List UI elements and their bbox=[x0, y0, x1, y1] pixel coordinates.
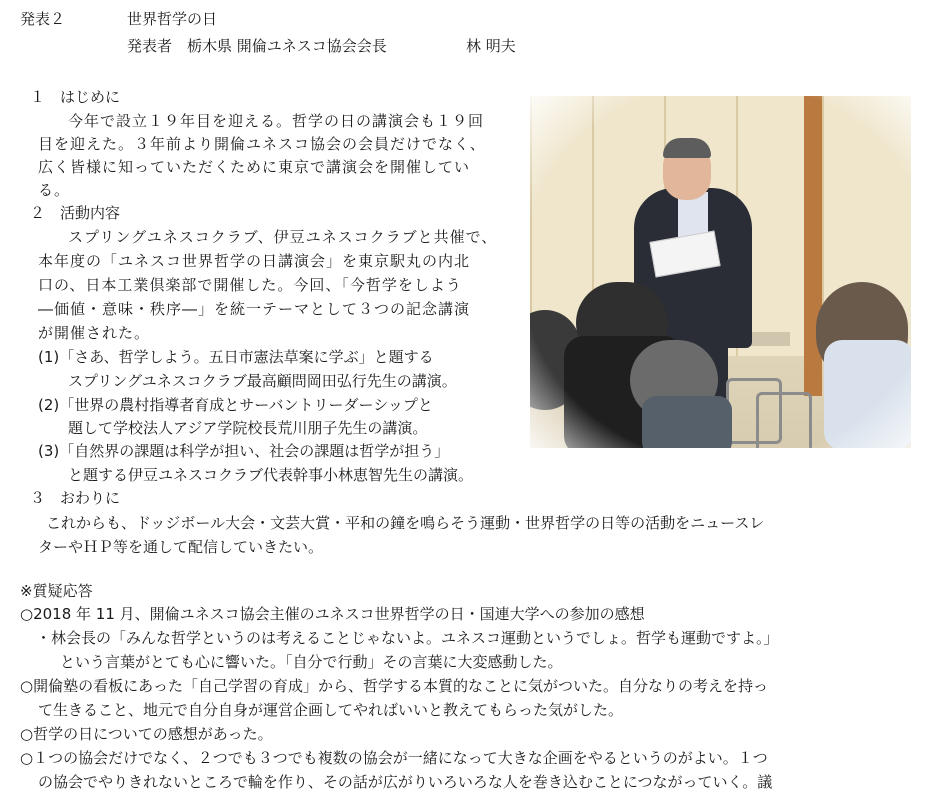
list-item-continuation: と題する伊豆ユネスコクラブ代表幹事小林恵智先生の講演。 bbox=[68, 466, 474, 484]
section-number: 発表２ bbox=[20, 10, 66, 28]
section1-heading: １ はじめに bbox=[30, 88, 121, 106]
text-line: る。 bbox=[38, 181, 71, 199]
qa-line: ・林会長の「みんな哲学というのは考えることじゃないよ。ユネスコ運動というでしょ。哲学も運動ですよ。」 bbox=[36, 629, 779, 647]
list-item-continuation: 題して学校法人アジア学院校長荒川朋子先生の講演。 bbox=[68, 419, 428, 437]
text-line: ターやＨＰ等を通して配信していきたい。 bbox=[38, 538, 324, 556]
text-line: 今年で設立１９年目を迎える。哲学の日の講演会も１９回 bbox=[68, 112, 485, 130]
text-line: これからも、ドッジボール大会・文芸大賞・平和の鐘を鳴らそう運動・世界哲学の日等の活動をニュースレ bbox=[46, 514, 765, 532]
text-line: 口の、日本工業倶楽部で開催した。今回、「今哲学をしよう bbox=[38, 276, 462, 294]
section3-heading: ３ おわりに bbox=[30, 489, 121, 507]
qa-line: の協会でやりきれないところで輪を作り、その話が広がりいろいろな人を巻き込むことにつながっていく。議 bbox=[38, 773, 773, 791]
chair bbox=[756, 392, 812, 448]
list-item: (3)「自然界の課題は科学が担い、社会の課題は哲学が担う」 bbox=[38, 442, 450, 460]
qa-line: ○哲学の日についての感想があった。 bbox=[20, 725, 273, 743]
qa-line: ○2018 年 11 月、開倫ユネスコ協会主催のユネスコ世界哲学の日・国連大学への参加の感想 bbox=[20, 605, 645, 623]
text-line: 広く皆様に知っていただくために東京で講演会を開催してい bbox=[38, 158, 471, 176]
list-item: (1)「さあ、哲学しよう。五日市憲法草案に学ぶ」と題する bbox=[38, 348, 434, 366]
list-item: (2)「世界の農村指導者育成とサーバントリーダーシップと bbox=[38, 396, 433, 414]
qa-line: ○１つの協会だけでなく、２つでも３つでも複数の協会が一緒になって大きな企画をやるというのがよい。１つ bbox=[20, 749, 768, 767]
qa-line: て生きること、地元で自分自身が運営企画してやればいいと教えてもらった気がした。 bbox=[38, 701, 624, 719]
lecture-photo bbox=[530, 96, 911, 448]
presenter-name: 林 明夫 bbox=[466, 37, 516, 55]
qa-line: という言葉がとても心に響いた。「自分で行動」その言葉に大変感動した。 bbox=[60, 653, 563, 671]
qa-line: ○開倫塾の看板にあった「自己学習の育成」から、哲学する本質的なことに気がついた。自分なりの考えを持っ bbox=[20, 677, 768, 695]
audience-member bbox=[642, 396, 732, 448]
text-line: 目を迎えた。３年前より開倫ユネスコ協会の会員だけでなく、 bbox=[38, 135, 486, 153]
text-line: スプリングユネスコクラブ、伊豆ユネスコクラブと共催で、 bbox=[68, 228, 498, 246]
presenter-line: 発表者 栃木県 開倫ユネスコ協会会長 bbox=[127, 37, 387, 55]
text-line: 本年度の「ユネスコ世界哲学の日講演会」を東京駅丸の内北 bbox=[38, 252, 471, 270]
text-line: が開催された。 bbox=[38, 324, 151, 342]
speaker-hair bbox=[663, 138, 711, 158]
audience-member bbox=[824, 340, 911, 448]
list-item-continuation: スプリングユネスコクラブ最高顧問岡田弘行先生の講演。 bbox=[68, 372, 457, 390]
page-title: 世界哲学の日 bbox=[127, 10, 218, 28]
text-line: ―価値・意味・秩序―」を統一テーマとして３つの記念講演 bbox=[38, 300, 471, 318]
qa-heading: ※質疑応答 bbox=[20, 582, 93, 600]
section2-heading: ２ 活動内容 bbox=[30, 204, 121, 222]
